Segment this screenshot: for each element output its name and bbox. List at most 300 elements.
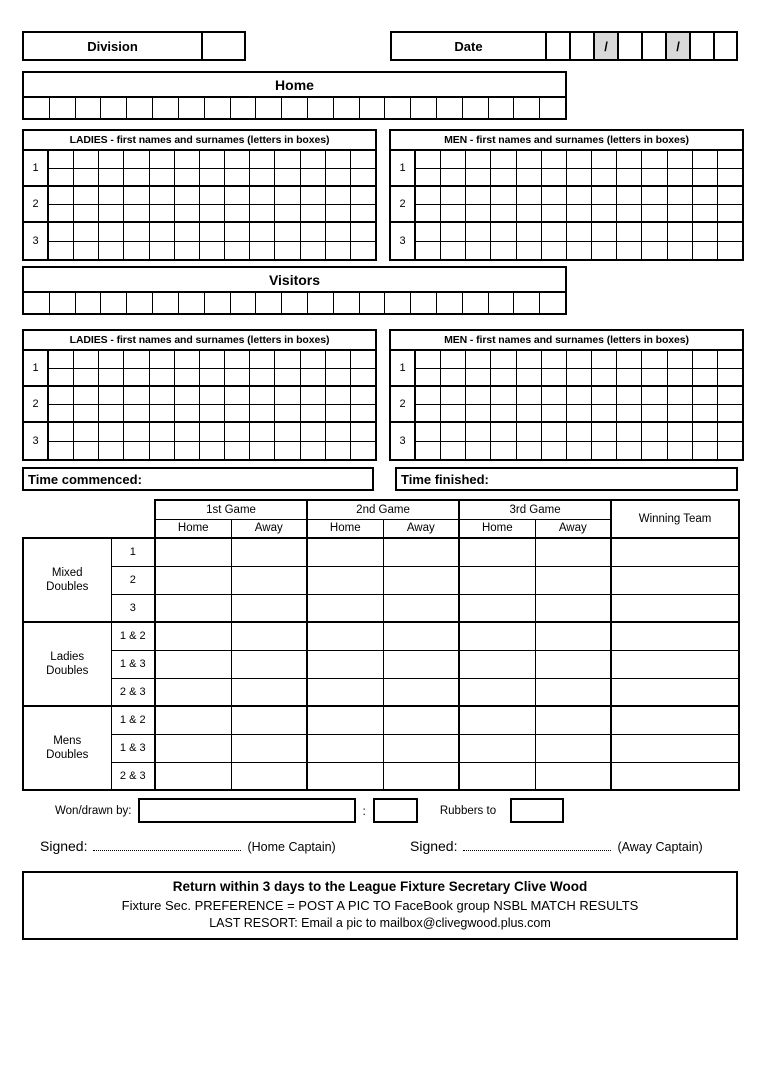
player-letter-box[interactable] — [49, 369, 74, 386]
player-letter-box[interactable] — [668, 351, 693, 368]
player-letter-box[interactable] — [441, 187, 466, 204]
player-letter-box[interactable] — [617, 387, 642, 404]
player-letter-box[interactable] — [693, 423, 718, 441]
player-letter-box[interactable] — [642, 369, 667, 386]
winning-team-cell[interactable] — [611, 538, 739, 566]
player-letter-box[interactable] — [225, 151, 250, 168]
name-letter-box[interactable] — [514, 98, 540, 118]
player-letter-box[interactable] — [301, 405, 326, 422]
player-letter-box[interactable] — [225, 442, 250, 460]
player-letter-box[interactable] — [441, 169, 466, 186]
player-letter-box[interactable] — [200, 151, 225, 168]
player-letter-box[interactable] — [49, 387, 74, 404]
score-cell[interactable] — [383, 622, 459, 650]
player-letter-box[interactable] — [351, 205, 375, 222]
score-cell[interactable] — [383, 650, 459, 678]
score-cell[interactable] — [383, 538, 459, 566]
player-letter-box[interactable] — [99, 205, 124, 222]
player-letter-box[interactable] — [150, 423, 175, 441]
player-letter-box[interactable] — [200, 242, 225, 260]
score-input[interactable] — [373, 798, 418, 823]
player-letter-box[interactable] — [416, 223, 441, 241]
player-letter-box[interactable] — [491, 405, 516, 422]
player-letter-box[interactable] — [642, 223, 667, 241]
name-letter-box[interactable] — [308, 293, 334, 313]
name-letter-box[interactable] — [489, 98, 515, 118]
player-letter-box[interactable] — [617, 169, 642, 186]
name-letter-box[interactable] — [308, 98, 334, 118]
player-letter-box[interactable] — [150, 369, 175, 386]
player-letter-box[interactable] — [124, 187, 149, 204]
player-letter-box[interactable] — [491, 169, 516, 186]
name-letter-box[interactable] — [50, 98, 76, 118]
player-letter-box[interactable] — [441, 351, 466, 368]
winning-team-cell[interactable] — [611, 762, 739, 790]
player-letter-box[interactable] — [693, 187, 718, 204]
name-letter-box[interactable] — [489, 293, 515, 313]
score-cell[interactable] — [383, 706, 459, 734]
player-letter-box[interactable] — [225, 351, 250, 368]
player-letter-box[interactable] — [326, 242, 351, 260]
player-letter-box[interactable] — [668, 169, 693, 186]
name-letter-box[interactable] — [360, 293, 386, 313]
home-signature-line[interactable] — [93, 838, 241, 851]
player-letter-box[interactable] — [351, 242, 375, 260]
score-cell[interactable] — [535, 650, 611, 678]
name-letter-box[interactable] — [24, 293, 50, 313]
player-letter-box[interactable] — [250, 187, 275, 204]
player-letter-box[interactable] — [175, 223, 200, 241]
player-letter-box[interactable] — [49, 351, 74, 368]
player-letter-box[interactable] — [351, 442, 375, 460]
home-name-boxes[interactable] — [22, 97, 567, 120]
player-letter-box[interactable] — [150, 169, 175, 186]
score-cell[interactable] — [307, 594, 383, 622]
player-letter-box[interactable] — [567, 405, 592, 422]
player-letter-box[interactable] — [225, 187, 250, 204]
player-letter-box[interactable] — [200, 387, 225, 404]
player-letter-box[interactable] — [668, 205, 693, 222]
player-letter-box[interactable] — [416, 405, 441, 422]
player-letter-box[interactable] — [49, 423, 74, 441]
player-letter-box[interactable] — [225, 169, 250, 186]
player-letter-box[interactable] — [693, 387, 718, 404]
name-letter-box[interactable] — [437, 293, 463, 313]
player-letter-box[interactable] — [617, 187, 642, 204]
player-letter-box[interactable] — [718, 205, 742, 222]
player-letter-box[interactable] — [642, 405, 667, 422]
player-letter-box[interactable] — [275, 387, 300, 404]
player-letter-box[interactable] — [225, 423, 250, 441]
player-letter-box[interactable] — [150, 187, 175, 204]
player-letter-box[interactable] — [491, 442, 516, 460]
name-letter-box[interactable] — [463, 293, 489, 313]
player-letter-box[interactable] — [441, 405, 466, 422]
player-letter-box[interactable] — [542, 387, 567, 404]
player-letter-box[interactable] — [693, 223, 718, 241]
player-letter-box[interactable] — [567, 351, 592, 368]
player-letter-box[interactable] — [542, 351, 567, 368]
player-letter-box[interactable] — [200, 223, 225, 241]
player-letter-box[interactable] — [416, 351, 441, 368]
player-letter-box[interactable] — [351, 151, 375, 168]
time-commenced-field[interactable] — [22, 467, 374, 491]
name-letter-box[interactable] — [127, 293, 153, 313]
player-letter-box[interactable] — [642, 187, 667, 204]
player-letter-box[interactable] — [150, 442, 175, 460]
player-letter-box[interactable] — [592, 387, 617, 404]
score-cell[interactable] — [307, 706, 383, 734]
player-letter-box[interactable] — [693, 151, 718, 168]
player-letter-box[interactable] — [225, 405, 250, 422]
player-letter-box[interactable] — [592, 205, 617, 222]
player-letter-box[interactable] — [74, 442, 99, 460]
player-letter-box[interactable] — [466, 205, 491, 222]
player-letter-box[interactable] — [517, 387, 542, 404]
player-letter-box[interactable] — [326, 223, 351, 241]
player-letter-box[interactable] — [175, 242, 200, 260]
player-letter-box[interactable] — [517, 369, 542, 386]
player-letter-box[interactable] — [668, 405, 693, 422]
score-cell[interactable] — [535, 734, 611, 762]
player-letter-box[interactable] — [250, 423, 275, 441]
player-letter-box[interactable] — [99, 151, 124, 168]
player-letter-box[interactable] — [49, 187, 74, 204]
player-letter-box[interactable] — [491, 223, 516, 241]
date-digit-cell[interactable] — [570, 31, 594, 61]
player-letter-box[interactable] — [275, 151, 300, 168]
score-cell[interactable] — [155, 594, 231, 622]
player-letter-box[interactable] — [275, 405, 300, 422]
winning-team-cell[interactable] — [611, 678, 739, 706]
player-letter-box[interactable] — [275, 205, 300, 222]
player-letter-box[interactable] — [416, 369, 441, 386]
score-cell[interactable] — [231, 706, 307, 734]
player-letter-box[interactable] — [250, 351, 275, 368]
player-letter-box[interactable] — [642, 242, 667, 260]
player-letter-box[interactable] — [592, 187, 617, 204]
date-digit-cell[interactable] — [690, 31, 714, 61]
player-letter-box[interactable] — [351, 369, 375, 386]
name-letter-box[interactable] — [179, 293, 205, 313]
player-letter-box[interactable] — [150, 405, 175, 422]
date-digit-cell[interactable] — [546, 31, 570, 61]
score-cell[interactable] — [307, 734, 383, 762]
player-letter-box[interactable] — [74, 423, 99, 441]
player-letter-box[interactable] — [668, 151, 693, 168]
player-letter-box[interactable] — [416, 169, 441, 186]
player-letter-box[interactable] — [351, 405, 375, 422]
player-letter-box[interactable] — [592, 405, 617, 422]
player-letter-box[interactable] — [617, 405, 642, 422]
player-letter-box[interactable] — [542, 223, 567, 241]
player-letter-box[interactable] — [693, 242, 718, 260]
player-letter-box[interactable] — [517, 223, 542, 241]
player-letter-box[interactable] — [693, 369, 718, 386]
player-letter-box[interactable] — [326, 187, 351, 204]
score-cell[interactable] — [155, 678, 231, 706]
player-letter-box[interactable] — [466, 169, 491, 186]
player-letter-box[interactable] — [225, 369, 250, 386]
player-letter-box[interactable] — [326, 151, 351, 168]
score-cell[interactable] — [535, 706, 611, 734]
player-letter-box[interactable] — [517, 423, 542, 441]
player-letter-box[interactable] — [517, 187, 542, 204]
player-letter-box[interactable] — [617, 351, 642, 368]
player-letter-box[interactable] — [99, 169, 124, 186]
player-letter-box[interactable] — [542, 369, 567, 386]
player-letter-box[interactable] — [275, 242, 300, 260]
player-letter-box[interactable] — [200, 205, 225, 222]
player-letter-box[interactable] — [99, 423, 124, 441]
player-letter-box[interactable] — [49, 242, 74, 260]
player-letter-box[interactable] — [642, 442, 667, 460]
player-letter-box[interactable] — [517, 405, 542, 422]
score-cell[interactable] — [307, 538, 383, 566]
player-letter-box[interactable] — [567, 442, 592, 460]
player-letter-box[interactable] — [491, 369, 516, 386]
player-letter-box[interactable] — [225, 205, 250, 222]
player-letter-box[interactable] — [642, 169, 667, 186]
score-cell[interactable] — [459, 622, 535, 650]
score-cell[interactable] — [231, 566, 307, 594]
player-letter-box[interactable] — [466, 223, 491, 241]
player-letter-box[interactable] — [74, 169, 99, 186]
player-letter-box[interactable] — [542, 423, 567, 441]
player-letter-box[interactable] — [542, 205, 567, 222]
date-digit-cell[interactable] — [618, 31, 642, 61]
score-cell[interactable] — [307, 622, 383, 650]
player-letter-box[interactable] — [150, 351, 175, 368]
name-letter-box[interactable] — [50, 293, 76, 313]
player-letter-box[interactable] — [441, 223, 466, 241]
player-letter-box[interactable] — [718, 387, 742, 404]
player-letter-box[interactable] — [567, 205, 592, 222]
player-letter-box[interactable] — [542, 151, 567, 168]
player-letter-box[interactable] — [491, 423, 516, 441]
player-letter-box[interactable] — [718, 405, 742, 422]
player-letter-box[interactable] — [617, 369, 642, 386]
player-letter-box[interactable] — [567, 187, 592, 204]
player-letter-box[interactable] — [301, 423, 326, 441]
rubbers-input[interactable] — [510, 798, 564, 823]
player-letter-box[interactable] — [99, 223, 124, 241]
score-cell[interactable] — [535, 594, 611, 622]
player-letter-box[interactable] — [175, 351, 200, 368]
player-letter-box[interactable] — [175, 405, 200, 422]
player-letter-box[interactable] — [592, 151, 617, 168]
player-letter-box[interactable] — [466, 442, 491, 460]
score-cell[interactable] — [459, 566, 535, 594]
player-letter-box[interactable] — [718, 223, 742, 241]
player-letter-box[interactable] — [99, 405, 124, 422]
player-letter-box[interactable] — [642, 205, 667, 222]
name-letter-box[interactable] — [205, 98, 231, 118]
player-letter-box[interactable] — [567, 423, 592, 441]
player-letter-box[interactable] — [200, 369, 225, 386]
player-letter-box[interactable] — [592, 369, 617, 386]
player-letter-box[interactable] — [150, 205, 175, 222]
score-cell[interactable] — [231, 594, 307, 622]
player-letter-box[interactable] — [49, 223, 74, 241]
player-letter-box[interactable] — [693, 442, 718, 460]
name-letter-box[interactable] — [76, 98, 102, 118]
player-letter-box[interactable] — [250, 405, 275, 422]
name-letter-box[interactable] — [360, 98, 386, 118]
name-letter-box[interactable] — [24, 98, 50, 118]
score-cell[interactable] — [155, 538, 231, 566]
player-letter-box[interactable] — [99, 369, 124, 386]
date-digit-cell[interactable] — [714, 31, 738, 61]
player-letter-box[interactable] — [567, 369, 592, 386]
player-letter-box[interactable] — [124, 351, 149, 368]
player-letter-box[interactable] — [416, 423, 441, 441]
score-cell[interactable] — [307, 678, 383, 706]
winning-team-cell[interactable] — [611, 734, 739, 762]
player-letter-box[interactable] — [49, 405, 74, 422]
score-cell[interactable] — [155, 762, 231, 790]
score-cell[interactable] — [535, 678, 611, 706]
player-letter-box[interactable] — [275, 369, 300, 386]
player-letter-box[interactable] — [718, 242, 742, 260]
player-letter-box[interactable] — [275, 223, 300, 241]
player-letter-box[interactable] — [517, 205, 542, 222]
name-letter-box[interactable] — [256, 98, 282, 118]
score-cell[interactable] — [459, 594, 535, 622]
player-letter-box[interactable] — [326, 405, 351, 422]
player-letter-box[interactable] — [124, 405, 149, 422]
player-letter-box[interactable] — [542, 405, 567, 422]
player-letter-box[interactable] — [351, 223, 375, 241]
score-cell[interactable] — [535, 622, 611, 650]
score-cell[interactable] — [459, 762, 535, 790]
player-letter-box[interactable] — [124, 442, 149, 460]
player-letter-box[interactable] — [99, 351, 124, 368]
score-cell[interactable] — [231, 734, 307, 762]
player-letter-box[interactable] — [200, 423, 225, 441]
score-cell[interactable] — [307, 650, 383, 678]
player-letter-box[interactable] — [718, 442, 742, 460]
name-letter-box[interactable] — [231, 98, 257, 118]
player-letter-box[interactable] — [416, 151, 441, 168]
player-letter-box[interactable] — [74, 351, 99, 368]
player-letter-box[interactable] — [49, 169, 74, 186]
player-letter-box[interactable] — [124, 369, 149, 386]
player-letter-box[interactable] — [175, 187, 200, 204]
player-letter-box[interactable] — [718, 351, 742, 368]
score-cell[interactable] — [459, 678, 535, 706]
player-letter-box[interactable] — [301, 442, 326, 460]
player-letter-box[interactable] — [99, 187, 124, 204]
player-letter-box[interactable] — [567, 151, 592, 168]
player-letter-box[interactable] — [668, 242, 693, 260]
player-letter-box[interactable] — [225, 223, 250, 241]
visitors-name-boxes[interactable] — [22, 292, 567, 315]
score-cell[interactable] — [231, 538, 307, 566]
score-cell[interactable] — [231, 622, 307, 650]
player-letter-box[interactable] — [517, 351, 542, 368]
player-letter-box[interactable] — [124, 169, 149, 186]
player-letter-box[interactable] — [416, 387, 441, 404]
name-letter-box[interactable] — [463, 98, 489, 118]
player-letter-box[interactable] — [542, 187, 567, 204]
name-letter-box[interactable] — [540, 293, 565, 313]
player-letter-box[interactable] — [491, 351, 516, 368]
player-letter-box[interactable] — [592, 442, 617, 460]
score-cell[interactable] — [307, 762, 383, 790]
player-letter-box[interactable] — [250, 151, 275, 168]
player-letter-box[interactable] — [567, 242, 592, 260]
player-letter-box[interactable] — [326, 205, 351, 222]
player-letter-box[interactable] — [275, 169, 300, 186]
player-letter-box[interactable] — [175, 169, 200, 186]
player-letter-box[interactable] — [250, 169, 275, 186]
division-input[interactable] — [202, 31, 246, 61]
player-letter-box[interactable] — [693, 205, 718, 222]
name-letter-box[interactable] — [334, 293, 360, 313]
winning-team-cell[interactable] — [611, 594, 739, 622]
player-letter-box[interactable] — [441, 242, 466, 260]
player-letter-box[interactable] — [617, 423, 642, 441]
score-cell[interactable] — [459, 734, 535, 762]
player-letter-box[interactable] — [668, 223, 693, 241]
score-cell[interactable] — [231, 678, 307, 706]
player-letter-box[interactable] — [517, 442, 542, 460]
player-letter-box[interactable] — [491, 187, 516, 204]
player-letter-box[interactable] — [592, 423, 617, 441]
player-letter-box[interactable] — [200, 442, 225, 460]
player-letter-box[interactable] — [175, 442, 200, 460]
player-letter-box[interactable] — [617, 442, 642, 460]
score-cell[interactable] — [459, 650, 535, 678]
player-letter-box[interactable] — [693, 169, 718, 186]
player-letter-box[interactable] — [693, 405, 718, 422]
player-letter-box[interactable] — [466, 151, 491, 168]
player-letter-box[interactable] — [301, 187, 326, 204]
player-letter-box[interactable] — [416, 205, 441, 222]
player-letter-box[interactable] — [718, 369, 742, 386]
score-cell[interactable] — [155, 622, 231, 650]
player-letter-box[interactable] — [592, 169, 617, 186]
player-letter-box[interactable] — [416, 242, 441, 260]
player-letter-box[interactable] — [250, 223, 275, 241]
player-letter-box[interactable] — [200, 187, 225, 204]
player-letter-box[interactable] — [326, 369, 351, 386]
player-letter-box[interactable] — [466, 405, 491, 422]
player-letter-box[interactable] — [74, 405, 99, 422]
player-letter-box[interactable] — [99, 442, 124, 460]
date-digit-cell[interactable] — [642, 31, 666, 61]
player-letter-box[interactable] — [718, 169, 742, 186]
player-letter-box[interactable] — [200, 351, 225, 368]
name-letter-box[interactable] — [76, 293, 102, 313]
player-letter-box[interactable] — [74, 369, 99, 386]
score-cell[interactable] — [383, 762, 459, 790]
score-cell[interactable] — [535, 762, 611, 790]
name-letter-box[interactable] — [334, 98, 360, 118]
player-letter-box[interactable] — [301, 242, 326, 260]
player-letter-box[interactable] — [668, 387, 693, 404]
player-letter-box[interactable] — [225, 242, 250, 260]
player-letter-box[interactable] — [150, 223, 175, 241]
player-letter-box[interactable] — [74, 242, 99, 260]
player-letter-box[interactable] — [74, 151, 99, 168]
player-letter-box[interactable] — [326, 169, 351, 186]
away-signature-line[interactable] — [463, 838, 611, 851]
player-letter-box[interactable] — [49, 205, 74, 222]
player-letter-box[interactable] — [74, 387, 99, 404]
winning-team-cell[interactable] — [611, 622, 739, 650]
